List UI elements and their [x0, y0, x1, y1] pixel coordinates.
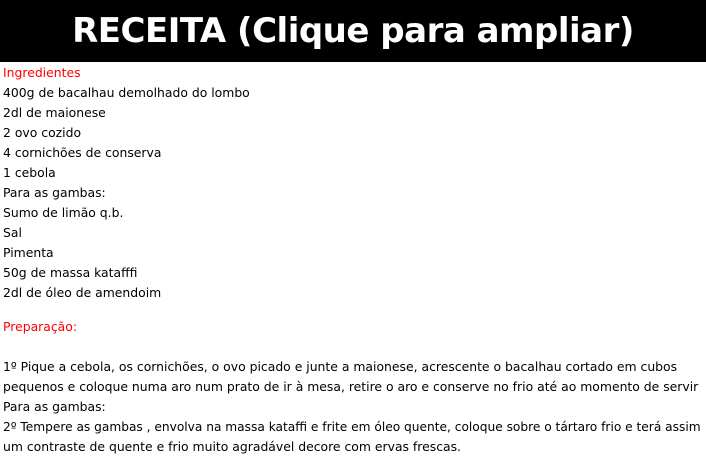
ingredient-item: 1 cebola	[3, 165, 56, 180]
preparation-heading: Preparação:	[3, 319, 78, 334]
spacer	[3, 303, 703, 317]
ingredient-item: 4 cornichões de conserva	[3, 145, 162, 160]
ingredient-item: Sal	[3, 225, 22, 240]
ingredient-item: 2dl de óleo de amendoim	[3, 285, 162, 300]
title-banner[interactable]	[0, 0, 706, 62]
ingredient-item: Sumo de limão q.b.	[3, 205, 124, 220]
preparation-step-2-line-2: um contraste de quente e frio muito agradável decore com ervas frescas.	[3, 439, 461, 454]
preparation-step-1-line-2: pequenos e coloque numa aro num prato de ir à mesa, retire o aro e conserve no frio até ao momento de servir	[3, 379, 699, 394]
recipe-content	[3, 63, 703, 457]
ingredient-item: 400g de bacalhau demolhado do lombo	[3, 85, 250, 100]
ingredient-subheading: Para as gambas:	[3, 185, 106, 200]
ingredients-heading: Ingredientes	[3, 65, 81, 80]
spacer	[3, 337, 703, 357]
ingredient-item: 2 ovo cozido	[3, 125, 82, 140]
recipe-title[interactable]: RECEITA (Clique para ampliar)	[72, 11, 634, 51]
preparation-subheading: Para as gambas:	[3, 399, 106, 414]
ingredient-item: Pimenta	[3, 245, 54, 260]
preparation-step-2-line-1: 2º Tempere as gambas , envolva na massa kataffi e frite em óleo quente, coloque sobre o tártaro frio e terá assim	[3, 420, 701, 434]
preparation-step-1-line-1: 1º Pique a cebola, os cornichões, o ovo picado e junte a maionese, acrescente o bacalhau cortado em cubos	[3, 359, 678, 374]
ingredient-item: 50g de massa katafffi	[3, 265, 138, 280]
ingredient-item: 2dl de maionese	[3, 105, 106, 120]
